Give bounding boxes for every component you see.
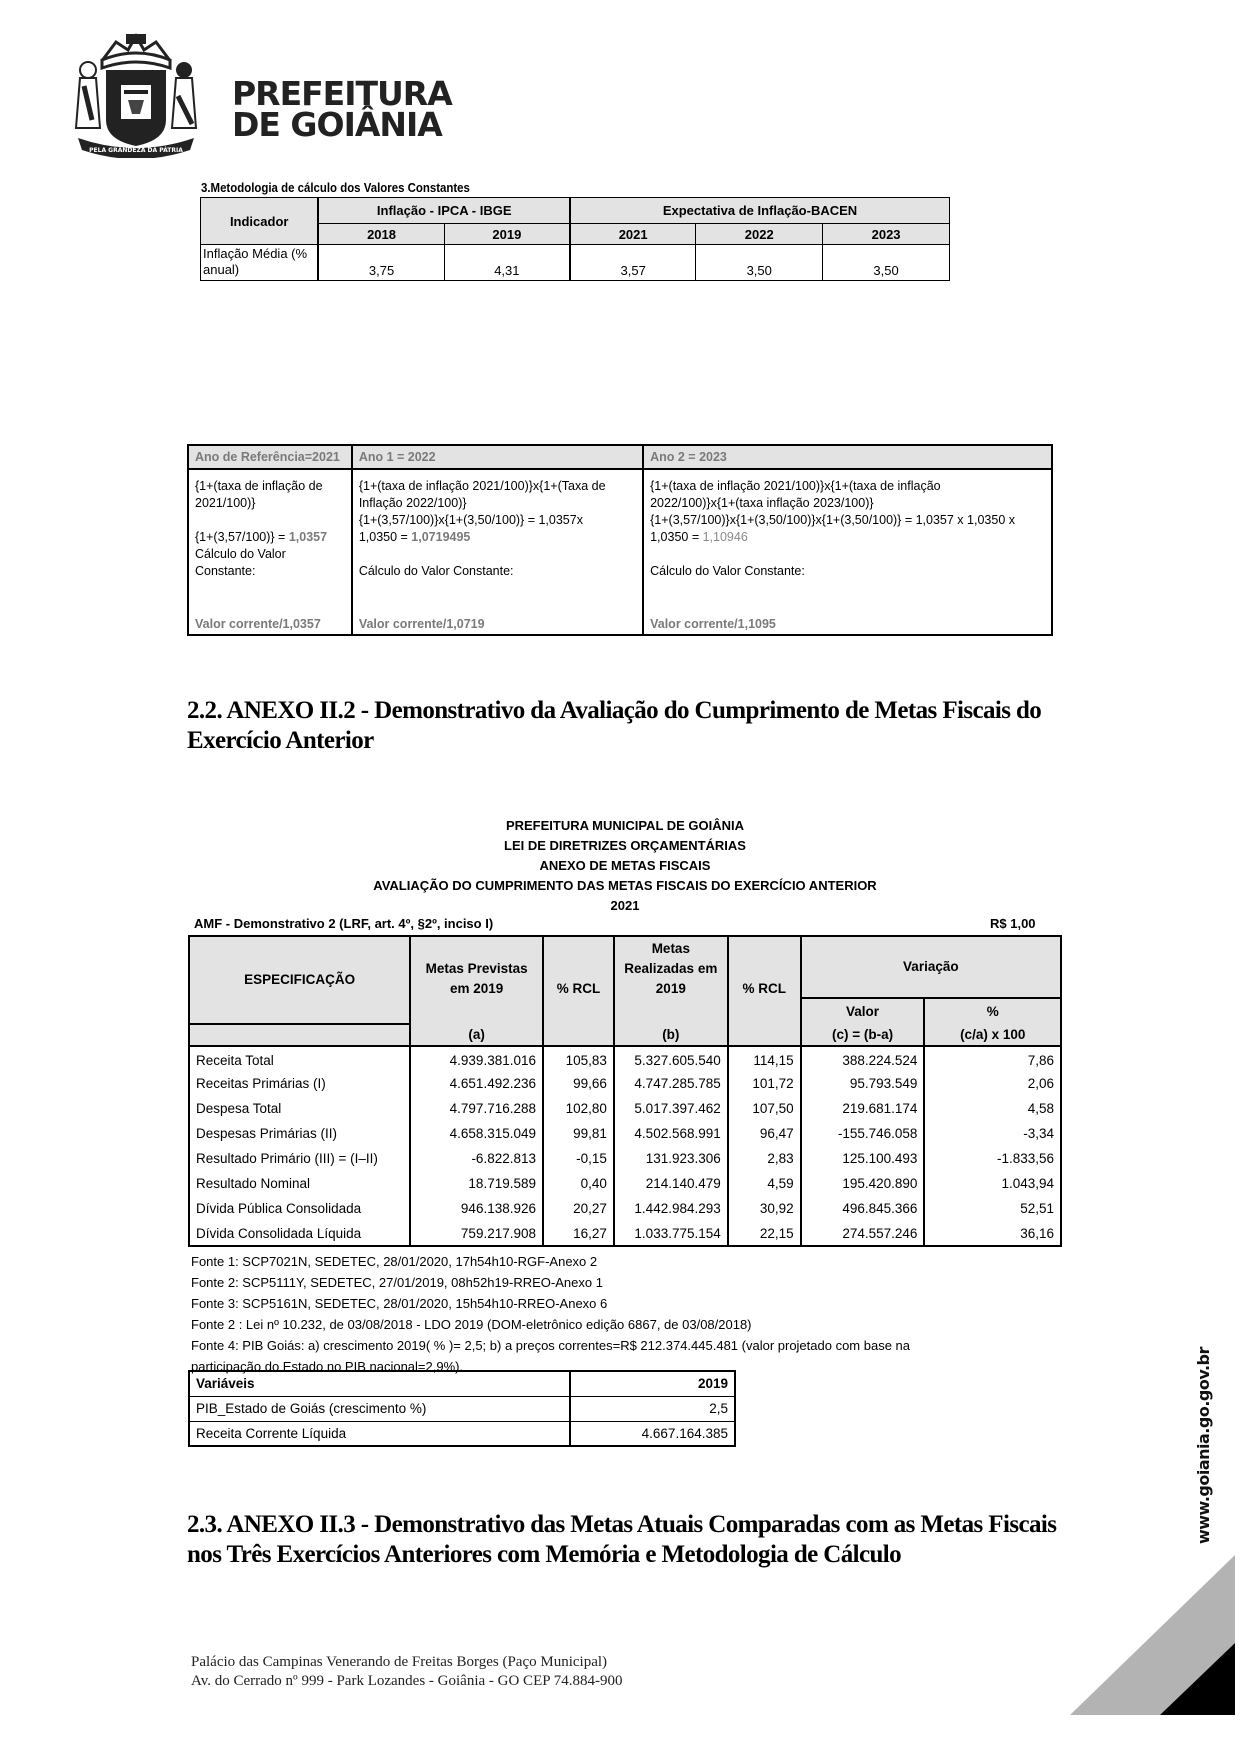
section-heading-2-3: 2.3. ANEXO II.3 - Demonstrativo das Metas Atuais Comparadas com as Metas Fiscais nos Três Exercícios Anteriores com Memória e Metodologia de Cálculo (187, 1511, 1057, 1568)
cell-a: -6.822.813 (410, 1146, 543, 1171)
source-line: Fonte 2: SCP5111Y, SEDETEC, 27/01/2019, 08h52h19-RREO-Anexo 1 (191, 1275, 603, 1290)
calc-cell-year2: {1+(taxa de inflação 2021/100)}x{1+(taxa de inflação 2022/100)}x{1+(taxa inflação 2023/100)} {1+(3,57/100)}x{1+(3,50/100)}x{1+(3,50/100)} = 1,0357 x 1,0350 x 1,0350 = 1,10946 Cálculo do Valor Constante: Valor corrente/1,1095 (643, 469, 1052, 635)
bacen-group-header: Expectativa de Inflação-BACEN (570, 198, 949, 224)
cell-pct: -1.833,56 (924, 1146, 1061, 1171)
calc-cell-year1: {1+(taxa de inflação 2021/100)}x{1+(Taxa de Inflação 2022/100)} {1+(3,57/100)}x{1+(3,50/100)} = 1,0357x 1,0350 = 1,0719495 Cálculo do Valor Constante: Valor corrente/1,0719 (352, 469, 643, 635)
realized-header: Metas Realizadas em 2019 (614, 936, 728, 1024)
cell-c: 125.100.493 (801, 1146, 925, 1171)
table-row (189, 1046, 1061, 1071)
source-line: Fonte 3: SCP5161N, SEDETEC, 28/01/2020, 15h54h10-RREO-Anexo 6 (191, 1296, 608, 1311)
variables-table (188, 1370, 736, 1447)
cell-pct: 36,16 (924, 1221, 1061, 1246)
cell-c: 496.845.366 (801, 1196, 925, 1221)
realized-key: (b) (614, 1024, 728, 1046)
rcl-header-a: % RCL (543, 936, 614, 1024)
cell-pct: 2,06 (924, 1071, 1061, 1096)
constant-value-calc-table (187, 444, 1053, 636)
variation-pct-key: (c/a) x 100 (924, 1024, 1061, 1046)
cell-b: 214.140.479 (614, 1171, 728, 1196)
table-row: PIB_Estado de Goiás (crescimento %) 2,5 (189, 1396, 735, 1421)
cell-a: 4.797.716.288 (410, 1096, 543, 1121)
cell-rcl-b: 96,47 (728, 1121, 801, 1146)
calc-header-year1: Ano 1 = 2022 (352, 445, 643, 469)
year-header: 2022 (696, 224, 823, 245)
cell-b: 5.017.397.462 (614, 1096, 728, 1121)
cell-c: 388.224.524 (801, 1046, 925, 1071)
spec-header: ESPECIFICAÇÃO (189, 936, 410, 1024)
city-crest-logo (66, 28, 206, 158)
cell-b: 131.923.306 (614, 1146, 728, 1171)
cell-pct: -3,34 (924, 1121, 1061, 1146)
cell-b: 4.747.285.785 (614, 1071, 728, 1096)
sources-notes (191, 1251, 1071, 1377)
cell-a: 4.658.315.049 (410, 1121, 543, 1146)
rcl-header-b: % RCL (728, 936, 801, 1024)
source-line: participação do Estado no PIB nacional=2,9%). (191, 1359, 464, 1374)
cell-c: 195.420.890 (801, 1171, 925, 1196)
cell-pct: 52,51 (924, 1196, 1061, 1221)
cell-rcl-b: 107,50 (728, 1096, 801, 1121)
calc-cell-ref: {1+(taxa de inflação de 2021/100)} {1+(3,57/100)} = 1,0357 Cálculo do Valor Constante: Valor corrente/1,0357 (188, 469, 352, 635)
cell-rcl-b: 4,59 (728, 1171, 801, 1196)
planned-key: (a) (410, 1024, 543, 1046)
logo-wordmark (232, 74, 452, 144)
report-subtitle: AMF - Demonstrativo 2 (LRF, art. 4º, §2º, inciso I) (194, 916, 494, 931)
logo-line-1: PREFEITURA (232, 74, 452, 113)
currency-unit: R$ 1,00 (990, 916, 1036, 931)
cell-pct: 1.043,94 (924, 1171, 1061, 1196)
cell-rcl-a: 99,66 (543, 1071, 614, 1096)
crest-icon (66, 28, 206, 158)
row-label: Despesa Total (189, 1096, 410, 1121)
cell-pct: 7,86 (924, 1046, 1061, 1071)
section-heading-2-2: 2.2. ANEXO II.2 - Demonstrativo da Avaliação do Cumprimento de Metas Fiscais do Exercício Anterior (187, 697, 1042, 754)
cell-a: 4.651.492.236 (410, 1071, 543, 1096)
cell-pct: 4,58 (924, 1096, 1061, 1121)
table-row (189, 1146, 1061, 1171)
table-row (189, 1071, 1061, 1096)
cell-rcl-a: -0,15 (543, 1146, 614, 1171)
year-header: 2023 (823, 224, 950, 245)
year-header: 2019 (444, 224, 570, 245)
cell-rcl-a: 105,83 (543, 1046, 614, 1071)
calc-header-year2: Ano 2 = 2023 (643, 445, 1052, 469)
cell-b: 4.502.568.991 (614, 1121, 728, 1146)
variation-header: Variação (801, 936, 1061, 998)
variation-value-header: Valor (801, 998, 925, 1024)
cell-rcl-b: 22,15 (728, 1221, 801, 1246)
cell-rcl-a: 16,27 (543, 1221, 614, 1246)
cell-rcl-b: 2,83 (728, 1146, 801, 1171)
row-label: Despesas Primárias (II) (189, 1121, 410, 1146)
cell-rcl-b: 30,92 (728, 1196, 801, 1221)
table-row (189, 1196, 1061, 1221)
source-line: Fonte 2 : Lei nº 10.232, de 03/08/2018 - LDO 2019 (DOM-eletrônico edição 6867, de 03/08/2018) (191, 1317, 752, 1332)
source-line: Fonte 1: SCP7021N, SEDETEC, 28/01/2020, 17h54h10-RGF-Anexo 2 (191, 1254, 598, 1269)
table-row (189, 1121, 1061, 1146)
ipca-group-header: Inflação - IPCA - IBGE (318, 198, 570, 224)
row-label: Resultado Primário (III) = (I–II) (189, 1146, 410, 1171)
cell-rcl-a: 0,40 (543, 1171, 614, 1196)
inflation-table-title: 3.Metodologia de cálculo dos Valores Constantes (201, 180, 470, 195)
table-row: Receita Corrente Líquida 4.667.164.385 (189, 1421, 735, 1446)
table-row (189, 1096, 1061, 1121)
row-label: Resultado Nominal (189, 1171, 410, 1196)
cell-c: 219.681.174 (801, 1096, 925, 1121)
cell-b: 1.442.984.293 (614, 1196, 728, 1221)
cell-b: 5.327.605.540 (614, 1046, 728, 1071)
inflation-row-label: Inflação Média (% anual) (201, 245, 319, 281)
cell-a: 4.939.381.016 (410, 1046, 543, 1071)
cell-c: -155.746.058 (801, 1121, 925, 1146)
report-header: PREFEITURA MUNICIPAL DE GOIÂNIA LEI DE DIRETRIZES ORÇAMENTÁRIAS ANEXO DE METAS FISCAIS AVALIAÇÃO DO CUMPRIMENTO DAS METAS FISCAIS DO EXERCÍCIO ANTERIOR 2021 (373, 818, 877, 913)
year-header: 2021 (570, 224, 696, 245)
cell-rcl-a: 99,81 (543, 1121, 614, 1146)
table-row (189, 1171, 1061, 1196)
variables-header: Variáveis (189, 1371, 570, 1396)
cell-b: 1.033.775.154 (614, 1221, 728, 1246)
inflation-value: 3,50 (696, 245, 823, 281)
year-header: 2018 (318, 224, 444, 245)
cell-rcl-b: 114,15 (728, 1046, 801, 1071)
cell-rcl-a: 102,80 (543, 1096, 614, 1121)
cell-a: 18.719.589 (410, 1171, 543, 1196)
inflation-value: 3,50 (823, 245, 950, 281)
corner-triangle-decoration (1070, 1555, 1240, 1720)
cell-a: 759.217.908 (410, 1221, 543, 1246)
cell-rcl-b: 101,72 (728, 1071, 801, 1096)
website-url: www.goiania.go.gov.br (1194, 1347, 1213, 1544)
inflation-value: 3,57 (570, 245, 696, 281)
svg-text:PELA GRANDEZA DA PÁTRIA: PELA GRANDEZA DA PÁTRIA (89, 147, 183, 154)
calc-header-ref: Ano de Referência=2021 (188, 445, 352, 469)
row-label: Dívida Consolidada Líquida (189, 1221, 410, 1246)
row-label: Receitas Primárias (I) (189, 1071, 410, 1096)
cell-a: 946.138.926 (410, 1196, 543, 1221)
row-label: Dívida Pública Consolidada (189, 1196, 410, 1221)
inflation-value: 3,75 (318, 245, 444, 281)
source-line: Fonte 4: PIB Goiás: a) crescimento 2019( % )= 2,5; b) a preços correntes=R$ 212.374.445.481 (valor projetado com base na (191, 1338, 911, 1353)
inflation-value: 4,31 (444, 245, 570, 281)
variation-pct-header: % (924, 998, 1061, 1024)
calc-footer: Valor corrente/1,0719 (358, 617, 485, 631)
calc-footer: Valor corrente/1,0357 (195, 617, 321, 631)
logo-line-2: DE GOIÂNIA (232, 105, 442, 144)
cell-c: 95.793.549 (801, 1071, 925, 1096)
variables-year-header: 2019 (570, 1371, 735, 1396)
row-label: Receita Total (189, 1046, 410, 1071)
variation-value-key: (c) = (b-a) (801, 1024, 925, 1046)
calc-footer: Valor corrente/1,1095 (650, 617, 776, 631)
page-footer-address: Palácio das Campinas Venerando de Freitas Borges (Paço Municipal) Av. do Cerrado nº 999 - Park Lozandes - Goiânia - GO CEP 74.884-900 (191, 1654, 623, 1689)
inflation-table (200, 197, 950, 281)
fiscal-goals-table (188, 935, 1062, 1247)
planned-header: Metas Previstas em 2019 (410, 936, 543, 1024)
indicator-header: Indicador (201, 198, 319, 245)
cell-rcl-a: 20,27 (543, 1196, 614, 1221)
cell-c: 274.557.246 (801, 1221, 925, 1246)
table-row (189, 1221, 1061, 1246)
